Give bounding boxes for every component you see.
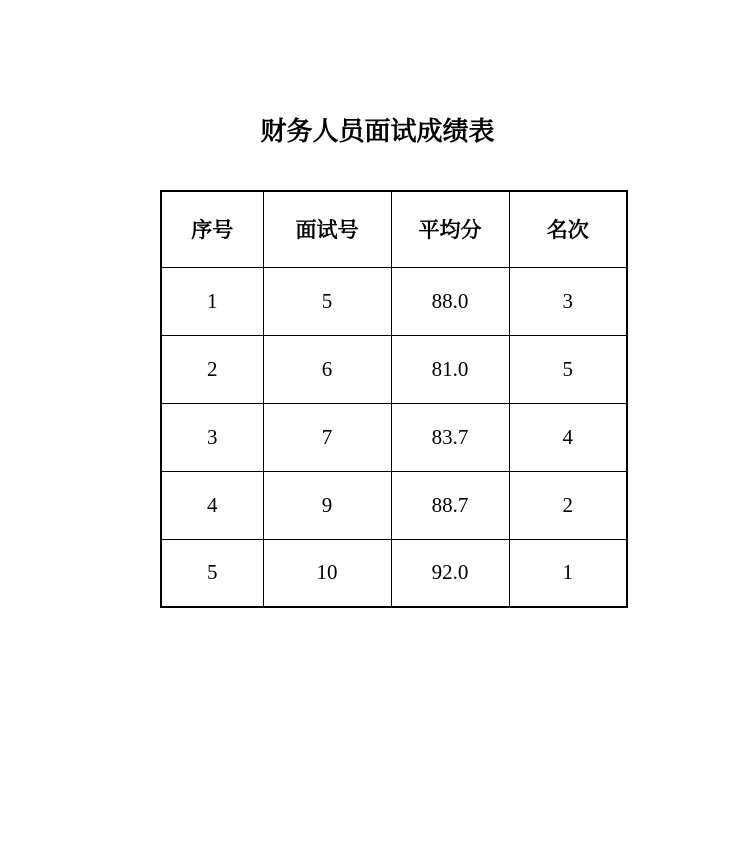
table-cell: 4 [161, 471, 263, 539]
table-cell: 3 [509, 267, 627, 335]
table-cell: 10 [263, 539, 391, 607]
table-cell: 1 [509, 539, 627, 607]
table-cell: 7 [263, 403, 391, 471]
table-cell: 3 [161, 403, 263, 471]
table-cell: 88.0 [391, 267, 509, 335]
table-cell: 92.0 [391, 539, 509, 607]
header-cell-rank: 名次 [509, 191, 627, 267]
table-row [161, 267, 627, 335]
table-cell: 5 [509, 335, 627, 403]
table-row [161, 539, 627, 607]
document-title: 财务人员面试成绩表 [260, 116, 495, 146]
header-cell-average: 平均分 [391, 191, 509, 267]
table-cell: 83.7 [391, 403, 509, 471]
table-row [161, 335, 627, 403]
table-cell: 2 [161, 335, 263, 403]
table-cell: 9 [263, 471, 391, 539]
interview-score-table [160, 190, 628, 608]
table-cell: 88.7 [391, 471, 509, 539]
table-cell: 5 [263, 267, 391, 335]
table-cell: 6 [263, 335, 391, 403]
header-cell-serial: 序号 [161, 191, 263, 267]
table-cell: 4 [509, 403, 627, 471]
table-cell: 2 [509, 471, 627, 539]
table-cell: 81.0 [391, 335, 509, 403]
table-cell: 1 [161, 267, 263, 335]
table-row [161, 471, 627, 539]
table-cell: 5 [161, 539, 263, 607]
table-header-row [161, 191, 627, 267]
table-row [161, 403, 627, 471]
header-cell-interview: 面试号 [263, 191, 391, 267]
